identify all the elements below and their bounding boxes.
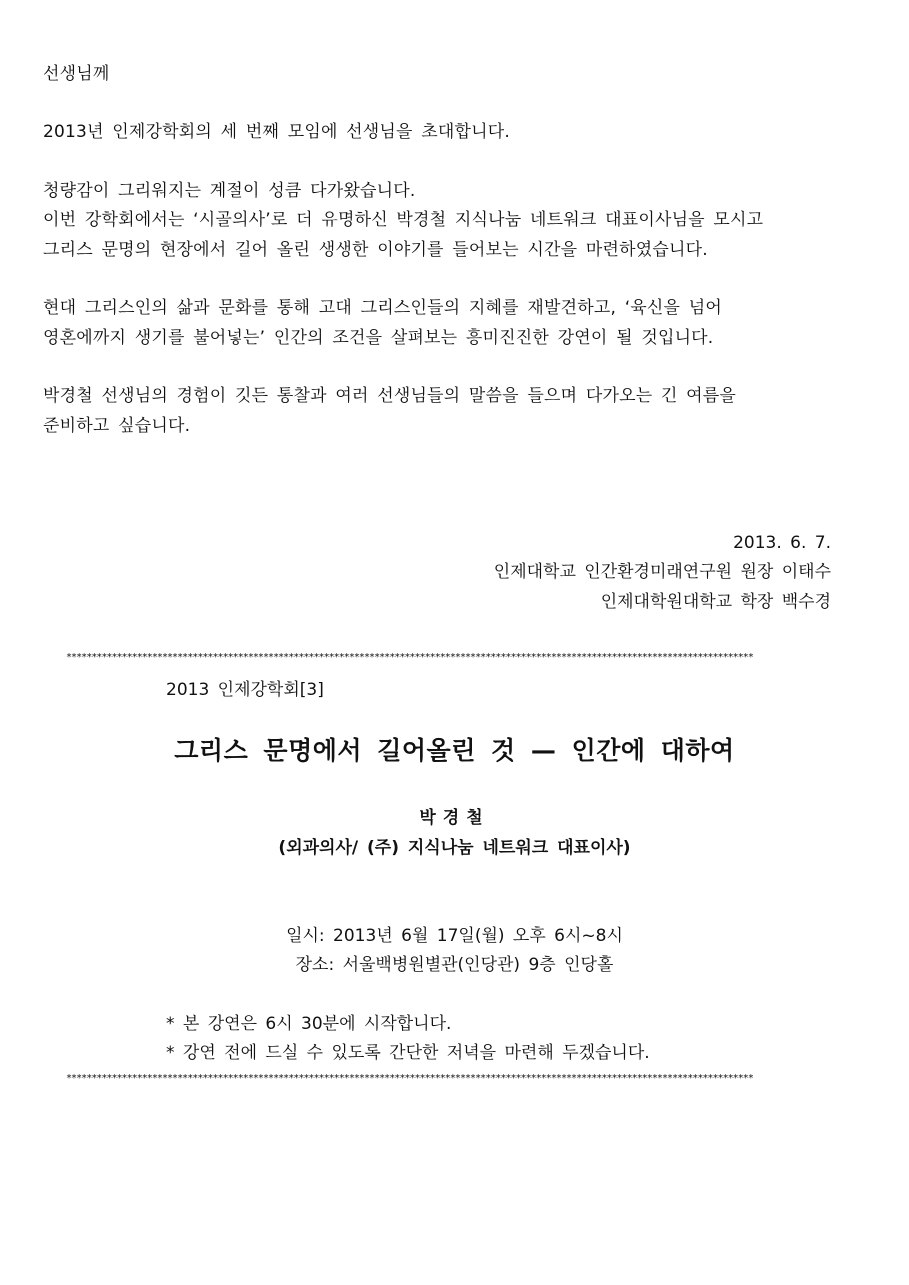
event-venue: 장소: 서울백병원별관(인당관) 9층 인당홀 — [295, 955, 614, 975]
paragraph-1-line-3: 그리스 문명의 현장에서 길어 올린 생생한 이야기를 들어보는 시간을 마련하였습니다. — [43, 240, 708, 260]
paragraph-2-line-2: 영혼에까지 생기를 불어넣는’ 인간의 조건을 살펴보는 흥미진진한 강연이 될 것입니다. — [43, 328, 714, 348]
paragraph-1-line-2: 이번 강학회에서는 ‘시골의사’로 더 유명하신 박경철 지식나눔 네트워크 대표이사님을 모시고 — [43, 210, 764, 230]
series-label: 2013 인제강학회[3] — [166, 680, 324, 700]
paragraph-2-line-1: 현대 그리스인의 삶과 문화를 통해 고대 그리스인들의 지혜를 재발견하고, ‘육신을 넘어 — [43, 298, 723, 318]
lecture-title: 그리스 문명에서 길어올린 것 — 인간에 대하여 — [174, 736, 735, 765]
speaker-affiliation: (외과의사/ (주) 지식나눔 네트워크 대표이사) — [278, 838, 631, 858]
sender-1: 인제대학교 인간환경미래연구원 원장 이태수 — [493, 562, 831, 582]
paragraph-3-line-2: 준비하고 싶습니다. — [43, 416, 191, 436]
note-start-time: * 본 강연은 6시 30분에 시작합니다. — [166, 1014, 452, 1034]
event-datetime: 일시: 2013년 6월 17일(월) 오후 6시~8시 — [286, 926, 623, 946]
star-divider-bottom: **************************************************************************************************************************************** — [66, 1073, 753, 1084]
sender-2: 인제대학원대학교 학장 백수경 — [600, 592, 831, 612]
paragraph-3-line-1: 박경철 선생님의 경험이 깃든 통찰과 여러 선생님들의 말씀을 들으며 다가오는 긴 여름을 — [43, 386, 737, 406]
note-dinner: * 강연 전에 드실 수 있도록 간단한 저녁을 마련해 두겠습니다. — [166, 1043, 650, 1063]
letter-date: 2013. 6. 7. — [733, 533, 831, 553]
paragraph-1-line-1: 청량감이 그리워지는 계절이 성큼 다가왔습니다. — [43, 181, 416, 201]
speaker-name: 박경철 — [419, 808, 490, 828]
star-divider-top: **************************************************************************************************************************************** — [66, 652, 753, 663]
invite-sentence: 2013년 인제강학회의 세 번째 모임에 선생님을 초대합니다. — [43, 122, 510, 142]
greeting: 선생님께 — [43, 64, 110, 84]
